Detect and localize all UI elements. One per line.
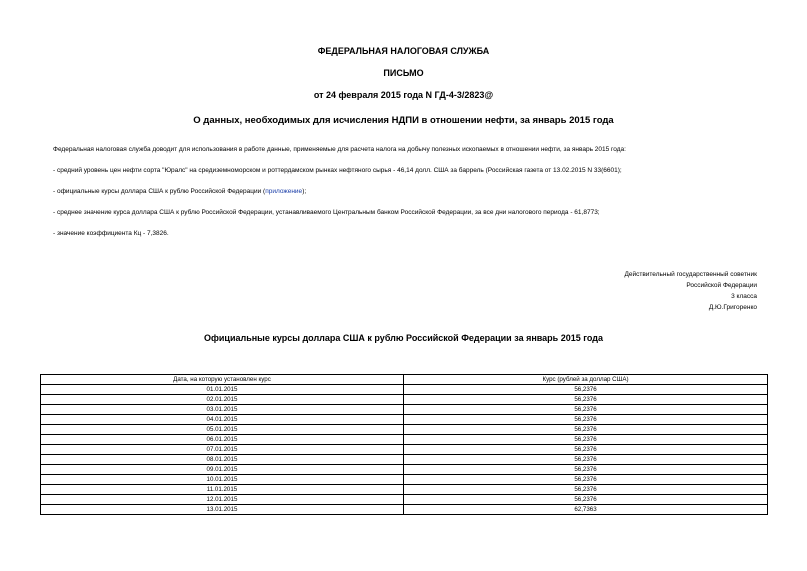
table-row bbox=[41, 455, 768, 465]
rate-cell: 56,2376 bbox=[404, 415, 768, 425]
rate-cell: 56,2376 bbox=[404, 485, 768, 495]
date-cell: 02.01.2015 bbox=[41, 395, 404, 405]
average-rate-item: - среднее значение курса доллара США к рублю Российской Федерации, устанавливаемого Центральным банком Российской Федерации, за все дни налогового периода - 61,8773; bbox=[53, 209, 600, 216]
exchange-rates-prefix: - официальные курсы доллара США к рублю Российской Федерации ( bbox=[53, 188, 266, 195]
table-body bbox=[41, 385, 768, 515]
exchange-rates-table bbox=[40, 374, 768, 515]
table-row bbox=[41, 425, 768, 435]
column-header-date: Дата, на которую установлен курс bbox=[41, 375, 404, 385]
date-cell: 09.01.2015 bbox=[41, 465, 404, 475]
rate-cell: 56,2376 bbox=[404, 465, 768, 475]
signature-title-line1: Действительный государственный советник bbox=[624, 271, 757, 278]
signature-title-line3: 3 класса bbox=[731, 293, 757, 300]
table-row bbox=[41, 475, 768, 485]
table-row bbox=[41, 435, 768, 445]
rate-cell: 56,2376 bbox=[404, 495, 768, 505]
column-header-rate: Курс (рублей за доллар США) bbox=[404, 375, 768, 385]
table-row bbox=[41, 415, 768, 425]
date-cell: 12.01.2015 bbox=[41, 495, 404, 505]
table-row bbox=[41, 395, 768, 405]
rate-cell: 56,2376 bbox=[404, 385, 768, 395]
table-row bbox=[41, 385, 768, 395]
date-cell: 07.01.2015 bbox=[41, 445, 404, 455]
table-row bbox=[41, 485, 768, 495]
rate-cell: 56,2376 bbox=[404, 425, 768, 435]
date-cell: 08.01.2015 bbox=[41, 455, 404, 465]
document-type: ПИСЬМО bbox=[383, 68, 424, 78]
date-cell: 05.01.2015 bbox=[41, 425, 404, 435]
table-header-row bbox=[41, 375, 768, 385]
date-cell: 11.01.2015 bbox=[41, 485, 404, 495]
table-row bbox=[41, 405, 768, 415]
oil-price-item: - средний уровень цен нефти сорта "Юралс" на средиземноморском и роттердамском рынках нефтяного сырья - 46,14 долл. США за баррель (Российская газета от 13.02.2015 N 33(6601); bbox=[53, 167, 622, 174]
table-row bbox=[41, 465, 768, 475]
kc-coefficient-item: - значение коэффициента Кц - 7,3826. bbox=[53, 230, 169, 237]
rate-cell: 56,2376 bbox=[404, 405, 768, 415]
appendix-title: Официальные курсы доллара США к рублю Российской Федерации за январь 2015 года bbox=[204, 333, 603, 343]
date-cell: 10.01.2015 bbox=[41, 475, 404, 485]
intro-paragraph: Федеральная налоговая служба доводит для использования в работе данные, применяемые для расчета налога на добычу полезных ископаемых в отношении нефти, за январь 2015 года: bbox=[53, 146, 626, 153]
rate-cell: 62,7363 bbox=[404, 505, 768, 515]
date-cell: 04.01.2015 bbox=[41, 415, 404, 425]
signatory-name: Д.Ю.Григоренко bbox=[708, 304, 757, 311]
rate-cell: 56,2376 bbox=[404, 455, 768, 465]
document-date-number: от 24 февраля 2015 года N ГД-4-3/2823@ bbox=[313, 90, 494, 100]
date-cell: 03.01.2015 bbox=[41, 405, 404, 415]
agency-name: ФЕДЕРАЛЬНАЯ НАЛОГОВАЯ СЛУЖБА bbox=[317, 46, 490, 56]
exchange-rates-item bbox=[53, 187, 773, 196]
signature-title-line2: Российской Федерации bbox=[686, 282, 757, 289]
table-row bbox=[41, 505, 768, 515]
table-row bbox=[41, 495, 768, 505]
date-cell: 06.01.2015 bbox=[41, 435, 404, 445]
date-cell: 01.01.2015 bbox=[41, 385, 404, 395]
exchange-rates-suffix: ); bbox=[302, 188, 307, 195]
date-cell: 13.01.2015 bbox=[41, 505, 404, 515]
rate-cell: 56,2376 bbox=[404, 475, 768, 485]
document-subject: О данных, необходимых для исчисления НДПИ в отношении нефти, за январь 2015 года bbox=[193, 115, 614, 126]
appendix-link[interactable]: приложение bbox=[265, 188, 303, 195]
rate-cell: 56,2376 bbox=[404, 445, 768, 455]
rate-cell: 56,2376 bbox=[404, 435, 768, 445]
rate-cell: 56,2376 bbox=[404, 395, 768, 405]
table-row bbox=[41, 445, 768, 455]
